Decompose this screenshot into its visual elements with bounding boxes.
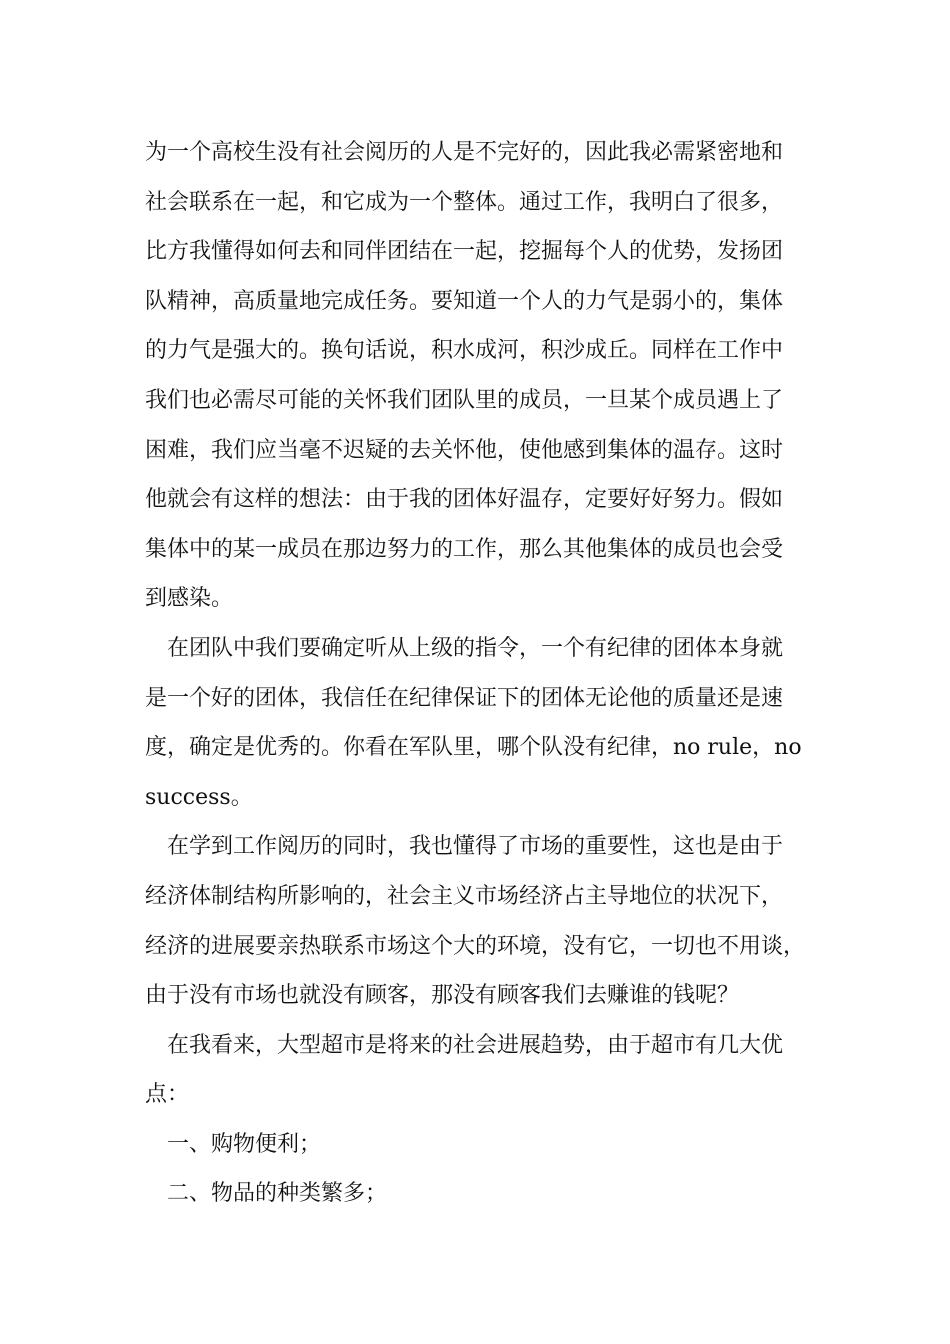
paragraph-start-line: 在学到工作阅历的同时，我也懂得了市场的重要性，这也是由于 [167,834,784,860]
document-body [145,128,825,1219]
text-line: 经济的进展要亲热联系市场这个大的环境，没有它，一切也不用谈， [145,933,806,959]
text-line: 是一个好的团体，我信任在纪律保证下的团体无论他的质量还是速 [145,685,784,711]
text-line: 到感染。 [145,586,234,612]
text-line: 困难，我们应当毫不迟疑的去关怀他，使他感到集体的温存。这时 [145,437,784,463]
text-line: 集体中的某一成员在那边努力的工作，那么其他集体的成员也会受 [145,536,784,562]
text-line: 他就会有这样的想法：由于我的团体好温存，定要好好努力。假如 [145,487,784,513]
text-line: 经济体制结构所影响的，社会主义市场经济占主导地位的状况下， [145,883,784,909]
paragraph-start-line: 在我看来，大型超市是将来的社会进展趋势，由于超市有几大优 [167,1032,784,1058]
text-line: 比方我懂得如何去和同伴团结在一起，挖掘每个人的优势，发扬团 [145,239,784,265]
list-item: 一、购物便利； [167,1131,322,1157]
text-line: 社会联系在一起，和它成为一个整体。通过工作，我明白了很多， [145,189,784,215]
text-line: 为一个高校生没有社会阅历的人是不完好的，因此我必需紧密地和 [145,140,784,165]
text-line: 队精神，高质量地完成任务。要知道一个人的力气是弱小的，集体 [145,288,784,314]
list-item: 二、物品的种类繁多； [167,1181,388,1207]
text-line: success。 [145,784,253,810]
text-line: 的力气是强大的。换句话说，积水成河，积沙成丘。同样在工作中 [145,338,784,364]
text-line: 点： [145,1082,190,1108]
text-line: 度，确定是优秀的。你看在军队里，哪个队没有纪律，no rule，no [145,735,802,761]
text-line: 由于没有市场也就没有顾客，那没有顾客我们去赚谁的钱呢？ [145,983,740,1009]
text-line: 我们也必需尽可能的关怀我们团队里的成员，一旦某个成员遇上了 [145,387,784,413]
paragraph-start-line: 在团队中我们要确定听从上级的指令，一个有纪律的团体本身就 [167,635,784,661]
